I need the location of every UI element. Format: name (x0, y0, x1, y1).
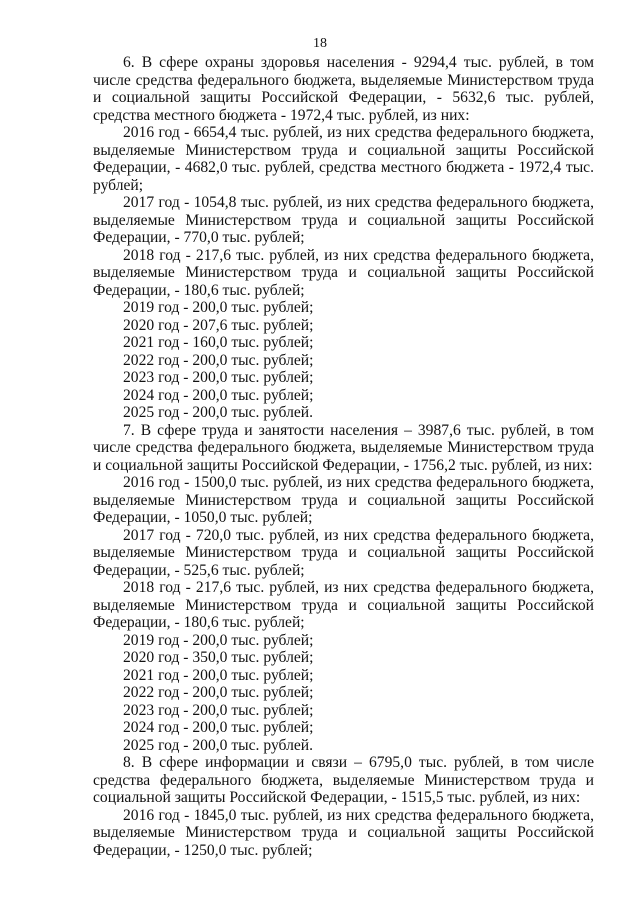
year-amount-line: 2025 год - 200,0 тыс. рублей. (123, 736, 314, 754)
year-amount-line: 2024 год - 200,0 тыс. рублей; (123, 386, 314, 404)
year-amount-line: 2022 год - 200,0 тыс. рублей; (123, 351, 314, 369)
paragraph: 8. В сфере информации и связи – 6795,0 тыс. рублей, в том числе средства федерального бюджета, выделяемые Министерством труда и социальной защиты Российской Федерации, - 1515,5 тыс. рублей, из них: (93, 754, 594, 806)
year-amount-line: 2025 год - 200,0 тыс. рублей. (123, 404, 314, 421)
paragraph: 2017 год - 720,0 тыс. рублей, из них средства федерального бюджета, выделяемые Министерством труда и социальной защиты Российской Федерации, - 525,6 тыс. рублей; (93, 526, 594, 579)
paragraph: 2016 год - 1500,0 тыс. рублей, из них средства федерального бюджета, выделяемые Министерством труда и социальной защиты Российской Федерации, - 1050,0 тыс. рублей; (93, 474, 594, 526)
page-number: 18 (313, 36, 327, 51)
year-amount-line: 2023 год - 200,0 тыс. рублей; (123, 701, 314, 719)
document-body (93, 54, 594, 859)
paragraph: 2018 год - 217,6 тыс. рублей, из них средства федерального бюджета, выделяемые Министерством труда и социальной защиты Российской Федерации, - 180,6 тыс. рублей; (93, 246, 594, 299)
year-amount-line: 2019 год - 200,0 тыс. рублей; (123, 299, 314, 316)
year-amount-line: 2020 год - 207,6 тыс. рублей; (123, 316, 314, 334)
paragraph: 2017 год - 1054,8 тыс. рублей, из них средства федерального бюджета, выделяемые Министерством труда и социальной защиты Российской Федерации, - 770,0 тыс. рублей; (93, 194, 594, 246)
paragraph: 2018 год - 217,6 тыс. рублей, из них средства федерального бюджета, выделяемые Министерством труда и социальной защиты Российской Федерации, - 180,6 тыс. рублей; (93, 579, 594, 631)
paragraph: 2016 год - 1845,0 тыс. рублей, из них средства федерального бюджета, выделяемые Министерством труда и социальной защиты Российской Федерации, - 1250,0 тыс. рублей; (93, 806, 594, 859)
paragraph: 7. В сфере труда и занятости населения – 3987,6 тыс. рублей, в том числе средства федерального бюджета, выделяемые Министерством труда и социальной защиты Российской Федерации, - 1756,2 тыс. рублей, из них: (93, 421, 594, 474)
year-amount-line: 2019 год - 200,0 тыс. рублей; (123, 631, 314, 649)
year-amount-line: 2020 год - 350,0 тыс. рублей; (123, 649, 314, 666)
year-amount-line: 2021 год - 160,0 тыс. рублей; (123, 334, 314, 351)
year-amount-line: 2023 год - 200,0 тыс. рублей; (123, 369, 314, 386)
paragraph: 6. В сфере охраны здоровья населения - 9294,4 тыс. рублей, в том числе средства федерального бюджета, выделяемые Министерством труда и социальной защиты Российской Федерации, - 5632,6 тыс. рублей, средства местного бюджета - 1972,4 тыс. рублей, из них: (93, 54, 594, 124)
year-amount-line: 2024 год - 200,0 тыс. рублей; (123, 719, 314, 736)
year-amount-line: 2021 год - 200,0 тыс. рублей; (123, 666, 314, 684)
year-amount-line: 2022 год - 200,0 тыс. рублей; (123, 684, 314, 701)
paragraph: 2016 год - 6654,4 тыс. рублей, из них средства федерального бюджета, выделяемые Министерством труда и социальной защиты Российской Федерации, - 4682,0 тыс. рублей, средства местного бюджета - 1972,4 тыс. рублей; (93, 124, 594, 194)
